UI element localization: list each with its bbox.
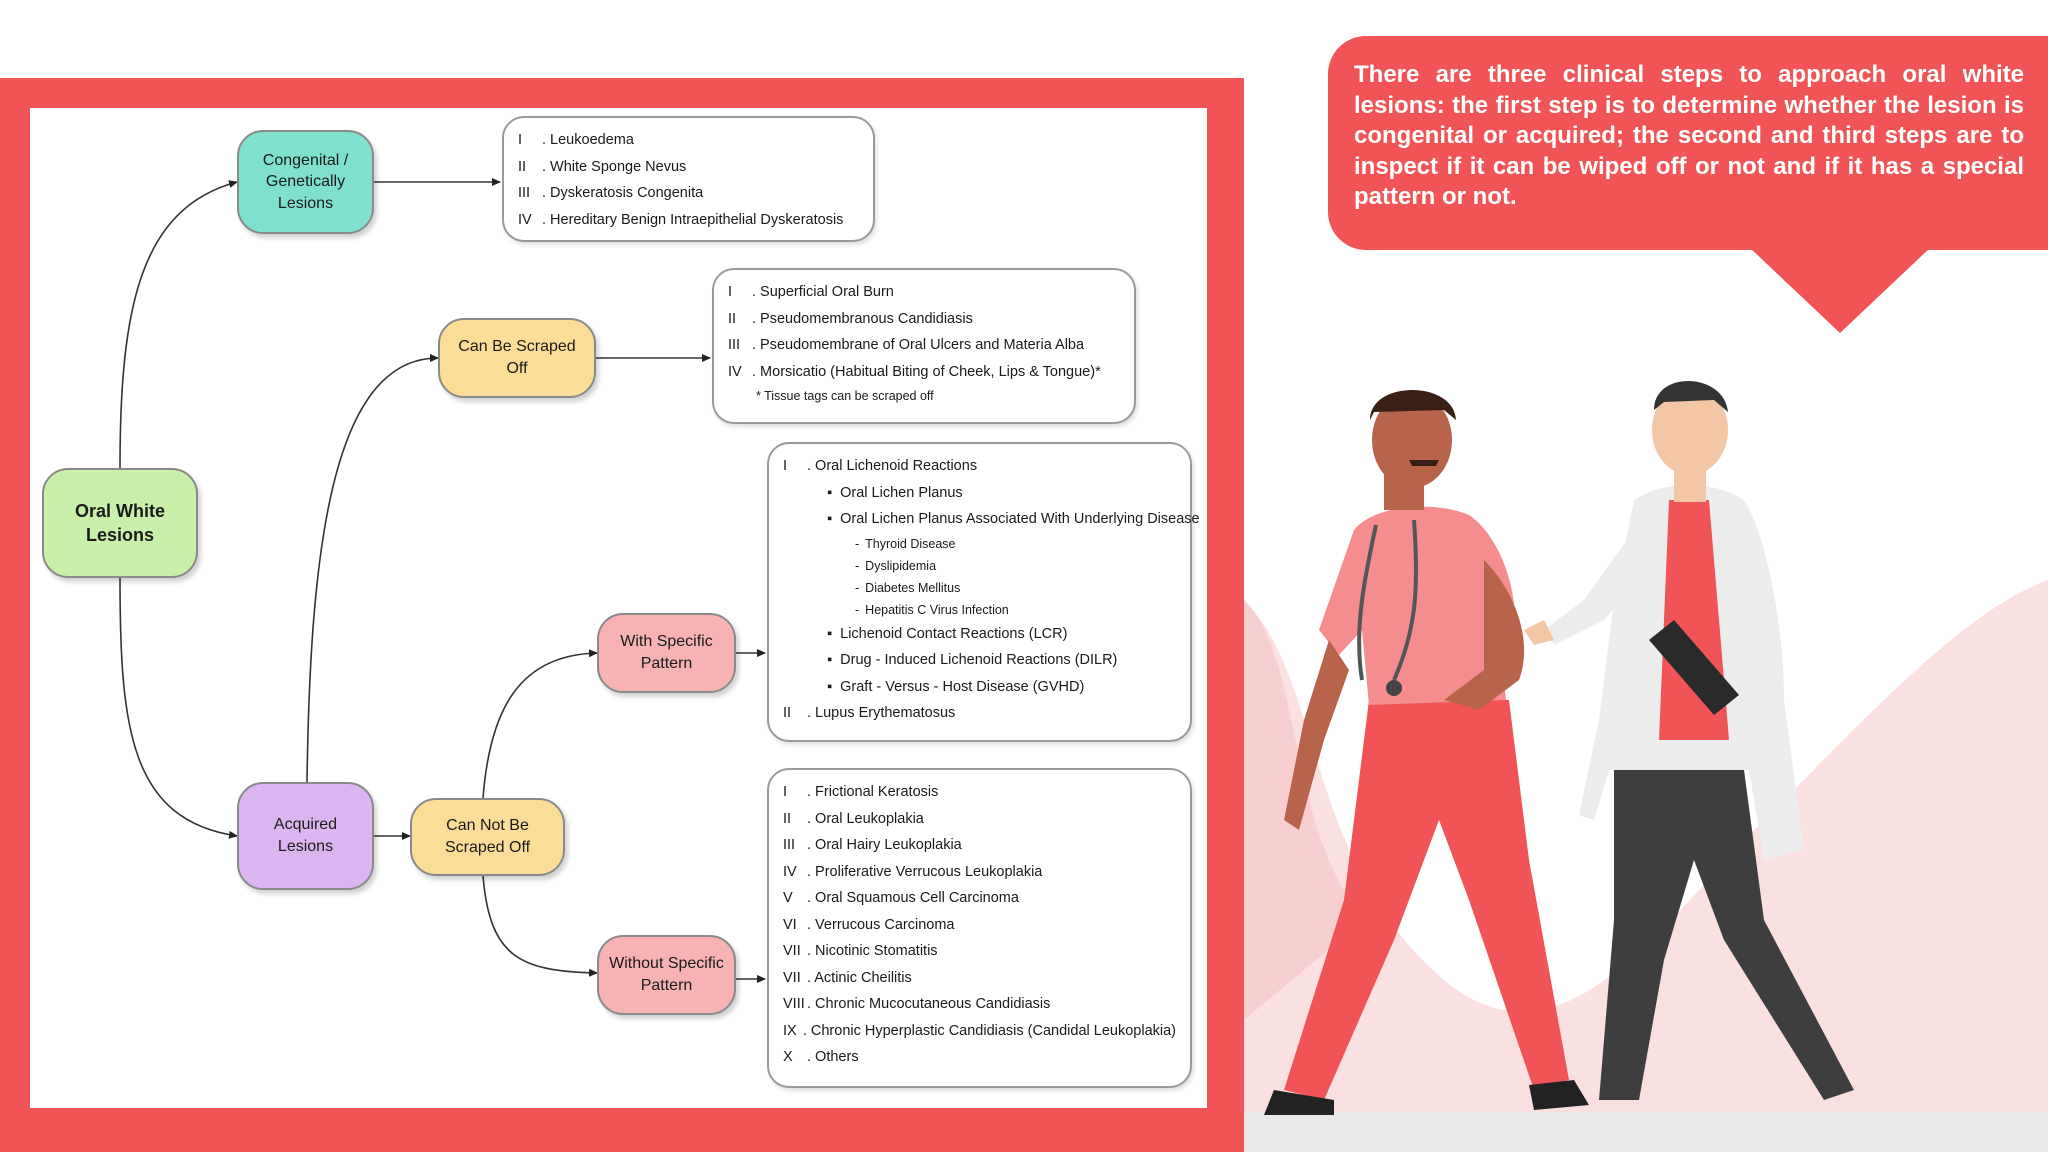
connector-acquired-scrape bbox=[307, 358, 438, 782]
list-subitem: ▪ Oral Lichen Planus Associated With Underlying Disease bbox=[783, 506, 1176, 533]
disease-item: - Thyroid Disease bbox=[783, 533, 1176, 555]
connector-notscrape-without bbox=[483, 876, 597, 973]
connector-notscrape-pattern bbox=[483, 653, 597, 798]
list-item: III . Dyskeratosis Congenita bbox=[518, 185, 704, 201]
speech-bubble-text: There are three clinical steps to approach oral white lesions: the first step is to determine whether the lesion is congenital or acquired; the second and third steps are to inspect if it can be wiped off or not and if it has a special pattern or not. bbox=[1354, 61, 2024, 210]
list-item: VIII . Chronic Mucocutaneous Candidiasis bbox=[783, 996, 1051, 1012]
specific-pattern-node: With Specific Pattern bbox=[597, 613, 736, 693]
connector-root-acquired bbox=[120, 578, 237, 836]
list-item: II . Lupus Erythematosus bbox=[783, 705, 956, 721]
list-item: V . Oral Squamous Cell Carcinoma bbox=[783, 890, 1019, 906]
disease-item: - Hepatitis C Virus Infection bbox=[783, 599, 1176, 621]
list-item: I . Oral Lichenoid Reactions bbox=[783, 458, 978, 474]
list-item: IV . Morsicatio (Habitual Biting of Cheek, Lips & Tongue)* bbox=[728, 363, 1101, 380]
list-item: X . Others bbox=[783, 1049, 859, 1065]
list-item: IX . Chronic Hyperplastic Candidiasis (Candidal Leukoplakia) bbox=[783, 1022, 1176, 1039]
disease-item: - Diabetes Mellitus bbox=[783, 577, 1176, 599]
root-node: Oral White Lesions bbox=[42, 468, 198, 578]
list-subitem: ▪ Graft - Versus - Host Disease (GVHD) bbox=[783, 674, 1176, 701]
scraped-off-node: Can Be Scraped Off bbox=[438, 318, 596, 398]
list-item: III . Pseudomembrane of Oral Ulcers and Materia Alba bbox=[728, 337, 1085, 353]
list-item: VI . Verrucous Carcinoma bbox=[783, 916, 955, 933]
congenital-list-box bbox=[502, 116, 875, 242]
acquired-node: Acquired Lesions bbox=[237, 782, 374, 890]
list-item: III . Oral Hairy Leukoplakia bbox=[783, 837, 962, 853]
doctor-left-moustache bbox=[1409, 460, 1439, 466]
list-item: II . Pseudomembranous Candidiasis bbox=[728, 310, 973, 327]
scraped-list-box bbox=[712, 268, 1136, 424]
not-scraped-off-node: Can Not Be Scraped Off bbox=[410, 798, 565, 876]
list-item: I . Frictional Keratosis bbox=[783, 784, 939, 800]
list-item: II . White Sponge Nevus bbox=[518, 158, 687, 175]
list-item: IV . Hereditary Benign Intraepithelial Dyskeratosis bbox=[518, 211, 844, 228]
connector-root-congenital bbox=[120, 182, 237, 468]
disease-item: - Dyslipidemia bbox=[783, 555, 1176, 577]
doctors-illustration bbox=[1244, 300, 2048, 1152]
list-subitem: ▪ Lichenoid Contact Reactions (LCR) bbox=[783, 621, 1176, 648]
without-pattern-node: Without Specific Pattern bbox=[597, 935, 736, 1015]
scraped-note: * Tissue tags can be scraped off bbox=[756, 389, 934, 403]
list-item: IV . Proliferative Verrucous Leukoplakia bbox=[783, 863, 1043, 880]
list-item: I . Superficial Oral Burn bbox=[728, 284, 894, 300]
congenital-node: Congenital / Genetically Lesions bbox=[237, 130, 374, 234]
stethoscope-disc bbox=[1386, 680, 1402, 696]
list-item: VII . Nicotinic Stomatitis bbox=[783, 943, 938, 959]
list-subitem: ▪ Drug - Induced Lichenoid Reactions (DILR) bbox=[783, 647, 1176, 674]
list-item: II . Oral Leukoplakia bbox=[783, 810, 924, 827]
list-item: I . Leukoedema bbox=[518, 132, 634, 148]
without-list-box bbox=[767, 768, 1192, 1088]
doctor-right-hand bbox=[1524, 620, 1554, 645]
list-item: VII . Actinic Cheilitis bbox=[783, 969, 912, 986]
list-subitem: ▪ Oral Lichen Planus bbox=[783, 480, 1176, 507]
ground bbox=[1244, 1112, 2048, 1152]
pattern-list-box bbox=[767, 442, 1200, 742]
flowchart bbox=[30, 108, 1207, 1108]
